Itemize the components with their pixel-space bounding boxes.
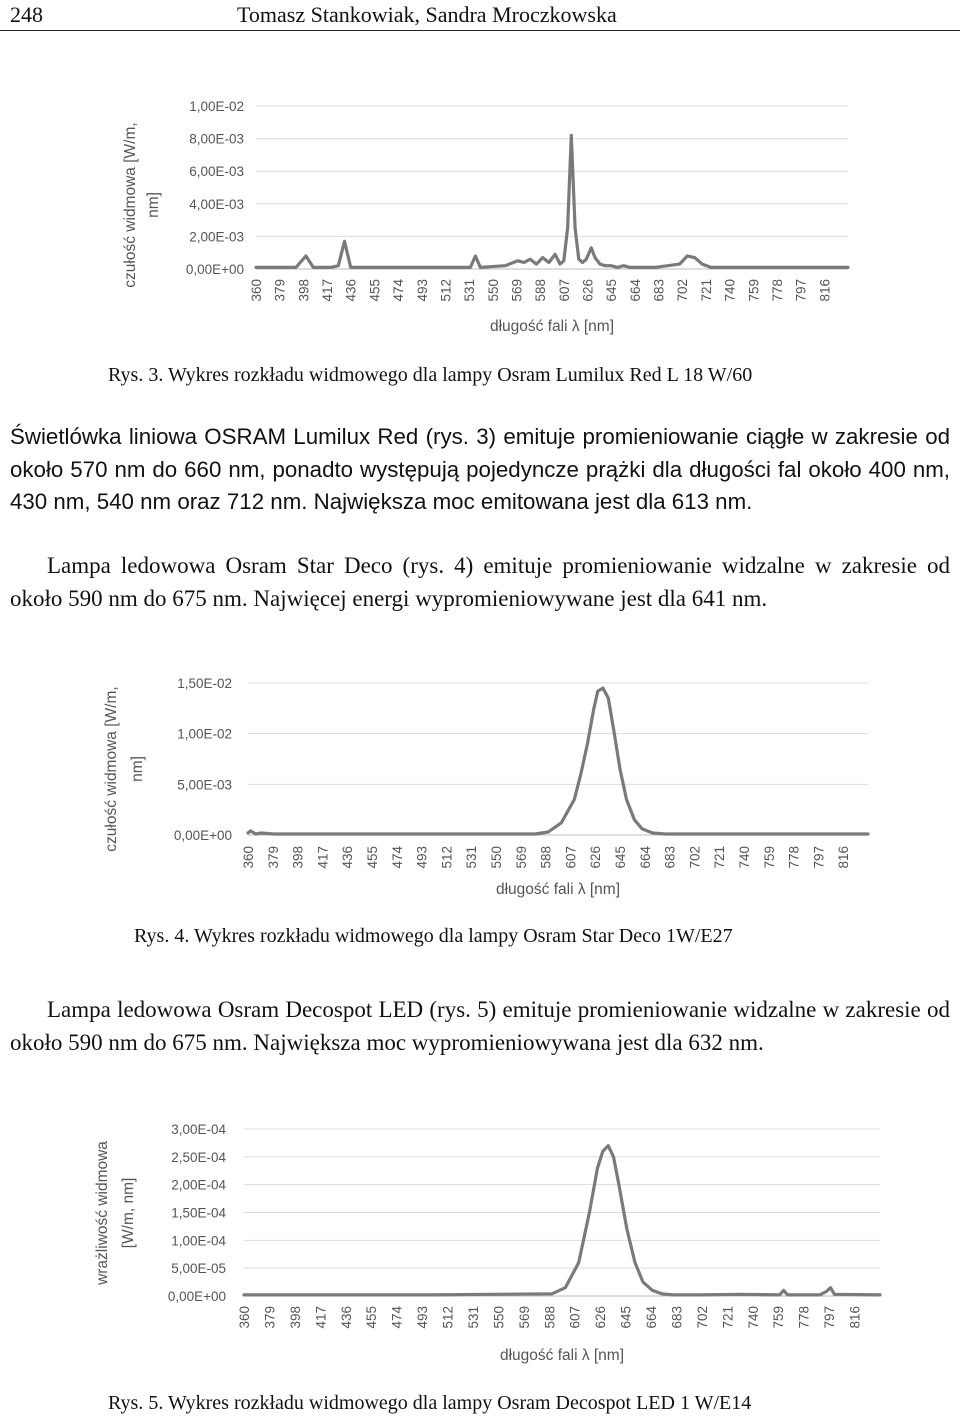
x-tick-label: 588 bbox=[538, 846, 554, 869]
x-tick-label: 626 bbox=[593, 1306, 609, 1329]
y-axis-label: czułość widmowa [W/m, bbox=[103, 686, 120, 852]
x-tick-label: 455 bbox=[364, 1306, 380, 1329]
x-tick-label: 360 bbox=[241, 846, 256, 869]
caption-fig3: Rys. 3. Wykres rozkładu widmowego dla lampy Osram Lumilux Red L 18 W/60 bbox=[108, 364, 753, 386]
x-axis-label: długość fali λ [nm] bbox=[499, 1347, 625, 1364]
x-tick-label: 645 bbox=[604, 279, 620, 302]
y-tick-label: 5,00E-03 bbox=[177, 777, 232, 793]
x-tick-label: 512 bbox=[438, 279, 454, 302]
x-tick-label: 531 bbox=[465, 1306, 481, 1329]
page-number: 248 bbox=[10, 2, 43, 27]
x-tick-label: 588 bbox=[533, 279, 549, 302]
page-header bbox=[0, 0, 960, 31]
running-head: Tomasz Stankowiak, Sandra Mroczkowska bbox=[237, 2, 617, 27]
x-tick-label: 474 bbox=[389, 846, 405, 869]
y-axis-label: wrażliwość widmowa bbox=[94, 1141, 111, 1285]
x-tick-label: 398 bbox=[290, 846, 306, 869]
caption-fig5: Rys. 5. Wykres rozkładu widmowego dla lampy Osram Decospot LED 1 W/E14 bbox=[108, 1392, 752, 1414]
x-tick-label: 360 bbox=[249, 279, 264, 302]
x-tick-label: 493 bbox=[415, 1306, 431, 1329]
x-tick-label: 816 bbox=[847, 1306, 863, 1329]
x-tick-label: 607 bbox=[563, 846, 579, 869]
y-tick-label: 1,50E-04 bbox=[171, 1205, 226, 1221]
y-tick-label: 1,00E-02 bbox=[189, 99, 244, 114]
x-tick-label: 740 bbox=[745, 1306, 761, 1329]
x-tick-label: 759 bbox=[746, 279, 762, 302]
y-tick-label: 2,00E-04 bbox=[171, 1177, 226, 1193]
series-line bbox=[248, 688, 868, 834]
x-tick-label: 436 bbox=[338, 1306, 354, 1329]
x-tick-label: 493 bbox=[414, 846, 430, 869]
x-tick-label: 797 bbox=[822, 1306, 838, 1329]
x-tick-label: 816 bbox=[817, 279, 833, 302]
caption-fig4: Rys. 4. Wykres rozkładu widmowego dla lampy Osram Star Deco 1W/E27 bbox=[134, 925, 733, 947]
y-tick-label: 0,00E+00 bbox=[173, 828, 232, 843]
x-tick-label: 702 bbox=[687, 846, 703, 869]
x-tick-label: 759 bbox=[761, 846, 777, 869]
y-axis-label: czułość widmowa [W/m, bbox=[122, 122, 139, 288]
x-tick-label: 626 bbox=[580, 279, 596, 302]
y-tick-label: 3,00E-04 bbox=[171, 1122, 226, 1137]
y-tick-label: 6,00E-03 bbox=[189, 164, 244, 180]
y-tick-label: 1,00E-02 bbox=[177, 726, 232, 742]
x-tick-label: 645 bbox=[618, 1306, 634, 1329]
x-tick-label: 360 bbox=[237, 1306, 252, 1329]
series-line bbox=[256, 135, 848, 267]
x-tick-label: 778 bbox=[786, 846, 802, 869]
x-tick-label: 436 bbox=[340, 846, 356, 869]
x-tick-label: 797 bbox=[793, 279, 809, 302]
x-tick-label: 379 bbox=[272, 279, 288, 302]
x-tick-label: 702 bbox=[675, 279, 691, 302]
x-tick-label: 398 bbox=[296, 279, 312, 302]
x-tick-label: 664 bbox=[637, 846, 653, 869]
x-tick-label: 569 bbox=[516, 1306, 532, 1329]
x-axis-label: długość fali λ [nm] bbox=[495, 881, 621, 898]
chart-fig3 bbox=[0, 85, 960, 345]
x-tick-label: 721 bbox=[698, 279, 714, 302]
x-tick-label: 816 bbox=[836, 846, 852, 869]
y-axis-label-unit: nm] bbox=[145, 192, 162, 218]
paragraph-star-deco: Lampa ledowowa Osram Star Deco (rys. 4) emituje promieniowanie widzalne w zakresie od około 590 nm do 675 nm. Najwięcej energi wypromieniowywane jest dla 641 nm. bbox=[10, 553, 950, 611]
x-tick-label: 455 bbox=[367, 279, 383, 302]
x-tick-label: 417 bbox=[320, 279, 336, 302]
x-tick-label: 607 bbox=[567, 1306, 583, 1329]
x-tick-label: 778 bbox=[769, 279, 785, 302]
x-tick-label: 721 bbox=[720, 1306, 736, 1329]
x-tick-label: 379 bbox=[265, 846, 281, 869]
x-tick-label: 493 bbox=[414, 279, 430, 302]
y-tick-label: 2,00E-03 bbox=[189, 229, 244, 245]
x-tick-label: 778 bbox=[796, 1306, 812, 1329]
x-tick-label: 683 bbox=[669, 1306, 685, 1329]
x-tick-label: 512 bbox=[440, 1306, 456, 1329]
y-tick-label: 8,00E-03 bbox=[189, 131, 244, 147]
x-tick-label: 550 bbox=[489, 846, 504, 869]
x-tick-label: 664 bbox=[644, 1306, 660, 1329]
series-line bbox=[244, 1146, 880, 1295]
x-tick-label: 531 bbox=[464, 846, 480, 869]
y-axis-label-unit: [W/m, nm] bbox=[120, 1177, 137, 1249]
x-tick-label: 379 bbox=[262, 1306, 278, 1329]
chart-fig4 bbox=[0, 664, 960, 904]
x-tick-label: 550 bbox=[485, 279, 501, 302]
x-tick-label: 550 bbox=[491, 1306, 507, 1329]
x-tick-label: 683 bbox=[662, 846, 678, 869]
y-tick-label: 1,50E-02 bbox=[177, 676, 232, 691]
y-tick-label: 0,00E+00 bbox=[167, 1289, 226, 1304]
x-tick-label: 645 bbox=[613, 846, 628, 869]
x-tick-label: 531 bbox=[462, 279, 478, 302]
x-tick-label: 436 bbox=[343, 279, 359, 302]
x-tick-label: 759 bbox=[771, 1306, 787, 1329]
y-tick-label: 2,50E-04 bbox=[171, 1149, 226, 1165]
x-tick-label: 664 bbox=[627, 279, 643, 302]
x-tick-label: 417 bbox=[313, 1306, 329, 1329]
x-tick-label: 474 bbox=[391, 279, 407, 302]
x-tick-label: 740 bbox=[737, 846, 752, 869]
x-tick-label: 721 bbox=[712, 846, 728, 869]
x-tick-label: 626 bbox=[588, 846, 604, 869]
paragraph-lumilux: Świetlówka liniowa OSRAM Lumilux Red (rys. 3) emituje promieniowanie ciągłe w zakresie od około 570 nm do 660 nm, ponadto występują pojedyncze prążki dla długości fal około 400 nm, 430 nm, 540 nm oraz 712 nm. Największa moc emitowana jest dla 613 nm. bbox=[10, 424, 950, 514]
x-tick-label: 588 bbox=[542, 1306, 558, 1329]
y-axis-label-unit: nm] bbox=[129, 756, 146, 782]
x-tick-label: 417 bbox=[315, 846, 331, 869]
chart-fig5 bbox=[0, 1110, 960, 1370]
y-tick-label: 1,00E-04 bbox=[171, 1233, 226, 1249]
x-tick-label: 512 bbox=[439, 846, 455, 869]
x-tick-label: 702 bbox=[694, 1306, 710, 1329]
y-tick-label: 4,00E-03 bbox=[189, 196, 244, 212]
x-tick-label: 455 bbox=[365, 846, 380, 869]
x-axis-label: długość fali λ [nm] bbox=[489, 318, 615, 335]
x-tick-label: 569 bbox=[509, 279, 525, 302]
y-tick-label: 0,00E+00 bbox=[185, 262, 244, 277]
x-tick-label: 569 bbox=[513, 846, 529, 869]
x-tick-label: 398 bbox=[287, 1306, 303, 1329]
paragraph-decospot: Lampa ledowowa Osram Decospot LED (rys. 5) emituje promieniowanie widzalne w zakresie od około 590 nm do 675 nm. Największa moc wypromieniowywana jest dla 632 nm. bbox=[10, 997, 950, 1055]
x-tick-label: 474 bbox=[389, 1306, 405, 1329]
x-tick-label: 740 bbox=[722, 279, 738, 302]
x-tick-label: 607 bbox=[556, 279, 572, 302]
x-tick-label: 683 bbox=[651, 279, 667, 302]
y-tick-label: 5,00E-05 bbox=[171, 1261, 226, 1277]
x-tick-label: 797 bbox=[811, 846, 827, 869]
